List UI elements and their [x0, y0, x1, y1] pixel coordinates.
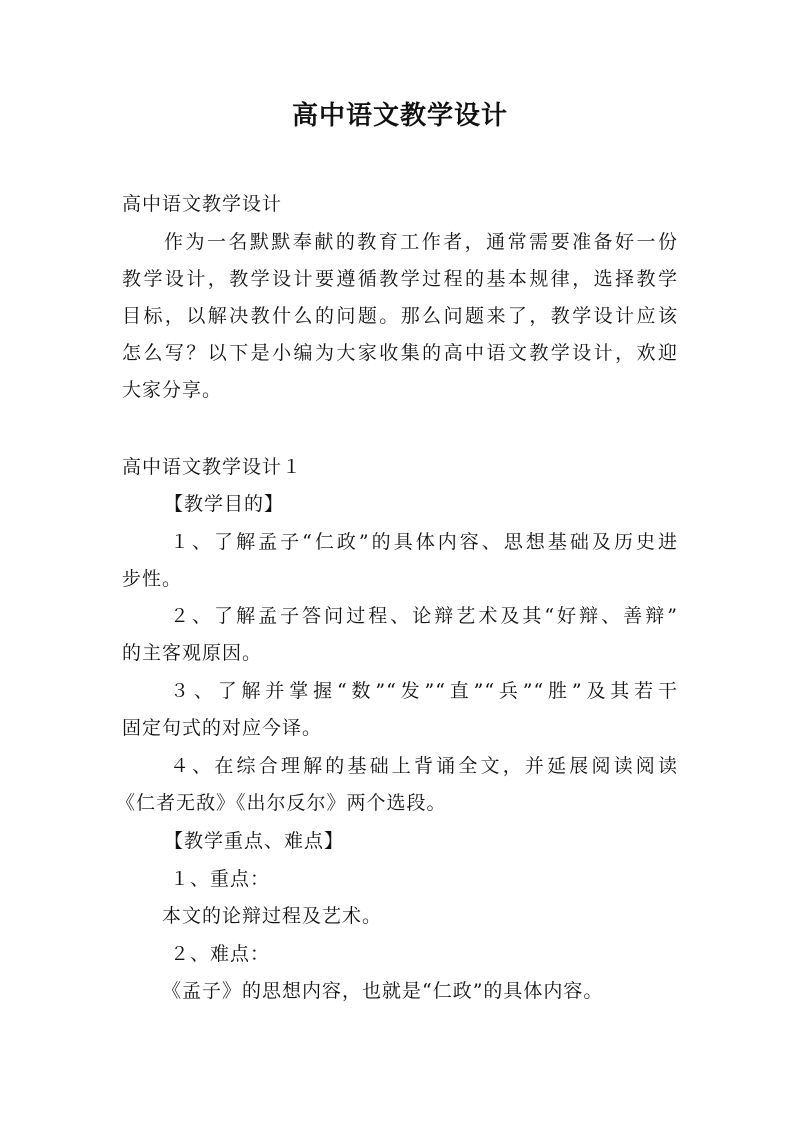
objectives-heading: 【教学目的】 — [164, 493, 285, 515]
key-point-label: １、重点： — [170, 868, 271, 890]
objective-4-line-2: 《仁者无敌》《出尔反尔》两个选段。 — [116, 792, 447, 814]
objective-2-line-1: ２、了解孟子答问过程、论辩艺术及其“好辩、善辩” — [170, 605, 678, 627]
intro-line-2: 教学设计，教学设计要遵循教学过程的基本规律，选择教学 — [122, 268, 678, 290]
document-title: 高中语文教学设计 — [291, 101, 508, 131]
objective-1-line-1: １、了解孟子“仁政”的具体内容、思想基础及历史进 — [170, 531, 678, 553]
objective-2-line-2: 的主客观原因。 — [122, 642, 263, 664]
objective-1-line-2: 步性。 — [122, 568, 183, 590]
difficulty-text: 《孟子》的思想内容，也就是“仁政”的具体内容。 — [162, 980, 604, 1002]
objective-4-line-1: ４、在综合理解的基础上背诵全文，并延展阅读阅读 — [170, 755, 678, 777]
section-title: 高中语文教学设计１ — [122, 456, 303, 478]
intro-line-3: 目标，以解决教什么的问题。那么问题来了，教学设计应该 — [122, 305, 678, 327]
document-subtitle: 高中语文教学设计 — [122, 193, 283, 215]
difficulty-label: ２、难点： — [170, 943, 271, 965]
intro-line-1: 作为一名默默奉献的教育工作者，通常需要准备好一份 — [164, 231, 678, 253]
intro-line-4: 怎么写？以下是小编为大家收集的高中语文教学设计，欢迎 — [122, 342, 678, 364]
key-heading: 【教学重点、难点】 — [164, 830, 345, 852]
objective-3-line-1: ３、了解并掌握“数”“发”“直”“兵”“胜”及其若干 — [170, 680, 678, 702]
objective-3-line-2: 固定句式的对应今译。 — [122, 717, 323, 739]
key-point-text: 本文的论辩过程及艺术。 — [162, 905, 383, 927]
intro-line-5: 大家分享。 — [122, 379, 223, 401]
